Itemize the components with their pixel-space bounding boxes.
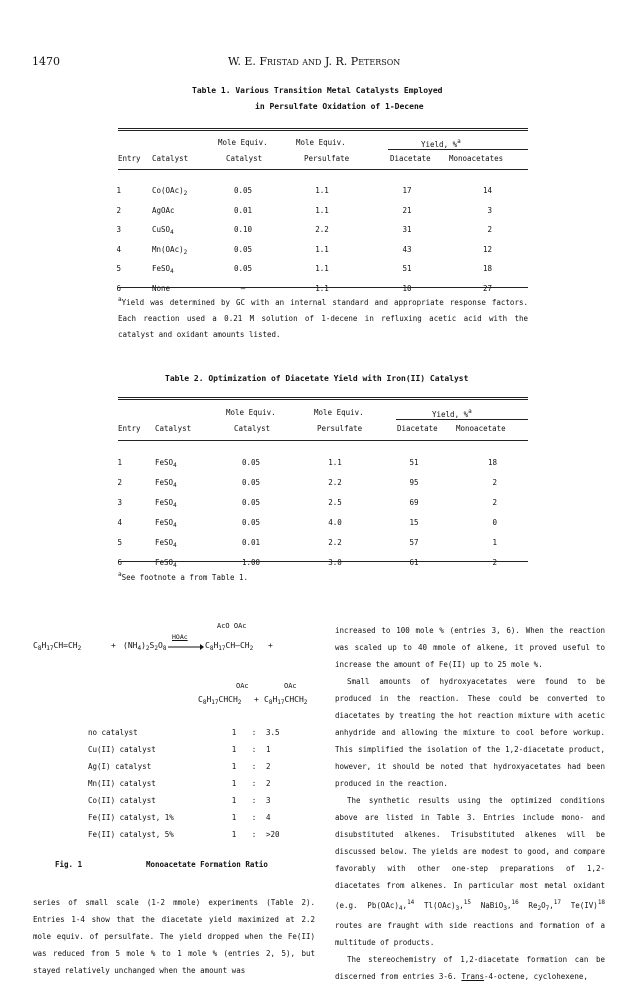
- table-2-top-rule-2: [118, 399, 528, 400]
- cell-di: 69: [409, 498, 419, 507]
- right-paragraph-2: Small amounts of hydroxyacetates were found to be produced in the reaction. These could be converted to diacetates by treating the hot reaction mixture with acetic anhydride and allowing the mixture to cool before workup. This simplified the isolation of the 1,2-diacetate product, however, it should be noted that hydroxyacetates had been produced in the reaction.: [335, 677, 605, 788]
- table-1-footnote: $^a$Yield was determined by GC with an internal standard and appropriate response factors. Each reaction used a 0.21 M solution of 1-decene in refluxing acetic acid with the catalyst and oxidant amounts listed.: [118, 296, 528, 339]
- t1-header-monoacetates: Monoacetates: [449, 154, 504, 163]
- cell-cat_eq: 0.01: [233, 205, 253, 215]
- cell-catalyst: FeSO$_4$: [155, 538, 177, 549]
- cell-mono: 18: [482, 264, 492, 273]
- cell-entry: 1: [117, 458, 122, 467]
- cell-mono: 14: [482, 186, 492, 195]
- cell-di: 10: [402, 283, 412, 293]
- ratio-sep: :: [251, 762, 257, 771]
- cell-entry: 1: [116, 186, 121, 195]
- ratio-b: 3: [266, 796, 271, 805]
- cell-di: 51: [402, 264, 412, 273]
- t1-yield-rule: [388, 149, 528, 150]
- ratio-name: Fe(II) catalyst, 1%: [88, 813, 174, 822]
- cell-cat_eq: 0.05: [233, 186, 253, 195]
- t2-header-mole-equiv-1: Mole Equiv.: [226, 408, 276, 417]
- table-2-title: Table 2. Optimization of Diacetate Yield with Iron(II) Catalyst: [165, 374, 469, 383]
- cell-entry: 6: [116, 283, 121, 293]
- ratio-a: 1: [231, 830, 237, 839]
- t2-header-mole-equiv-2: Mole Equiv.: [314, 408, 364, 417]
- product-1-substituent-labels: AcO OAc: [217, 622, 247, 630]
- ratio-a: 1: [231, 796, 237, 805]
- table-1-top-rule: [118, 128, 528, 129]
- cell-entry: 5: [116, 264, 121, 273]
- cell-mono: 27: [482, 283, 492, 293]
- cell-cat_eq: 0.05: [241, 518, 261, 527]
- cell-entry: 3: [117, 498, 122, 507]
- cell-cat_eq: 0.10: [233, 225, 253, 234]
- cell-catalyst: FeSO$_4$: [155, 498, 177, 509]
- t1-header-persulfate: Persulfate: [304, 154, 350, 163]
- t1-header-yield: Yield, %$^a$: [421, 138, 461, 149]
- cell-mono: 2: [492, 498, 497, 507]
- cell-pers: 2.5: [328, 498, 342, 507]
- ratio-sep: :: [251, 779, 257, 788]
- t1-header-catalyst: Catalyst: [152, 154, 189, 163]
- cell-catalyst: $Co(OAc)_2$: [152, 186, 188, 197]
- table-2-footnote: $^a$See footnote a from Table 1.: [118, 571, 249, 582]
- cell-di: 31: [402, 225, 412, 234]
- cell-cat_eq: 0.05: [241, 498, 261, 507]
- t2-header-monoacetate: Monoacetate: [456, 424, 506, 433]
- cell-mono: 12: [482, 244, 492, 254]
- table-1-title-line-2: in Persulfate Oxidation of 1-Decene: [255, 102, 424, 111]
- cell-catalyst: FeSO$_4$: [155, 518, 177, 529]
- cell-pers: 3.0: [328, 558, 342, 567]
- ratio-name: Ag(I) catalyst: [88, 762, 152, 771]
- cell-pers: 1.1: [315, 244, 329, 254]
- t2-header-diacetate: Diacetate: [397, 424, 438, 433]
- ratio-b: 4: [266, 813, 271, 822]
- cell-catalyst: $Mn(OAc)_2$: [152, 244, 188, 256]
- cell-catalyst: FeSO$_4$: [155, 478, 177, 489]
- ratio-name: Mn(II) catalyst: [88, 779, 156, 788]
- product-monoacetate-2: $C_8H_{17}CHCH_2$: [264, 695, 308, 706]
- ratio-sep: :: [251, 745, 257, 754]
- right-paragraph-3: The synthetic results using the optimized conditions above are listed in Table 3. Entries include mono- and disubstituted alkenes. Trisubstituted alkenes will be discussed below. The yields are modest to good, and compare favorably with other one-step preparations of 1,2-diacetates from alkenes. In particular most metal oxidant (e.g. $Pb(OAc)_4,^{14}$ $Tl(OAc)_3,^{15}$ NaBiO$_3$,$^{16}$ $Re_2O_7,^{17}$ Te(IV)$^{18}$ routes are fraught with side reactions and formation of a multitude of products.: [335, 796, 606, 947]
- t2-header-catalyst: Catalyst: [155, 424, 192, 433]
- table-2-top-rule: [118, 397, 528, 398]
- cell-pers: 2.2: [328, 478, 342, 487]
- cell-pers: 2.2: [328, 538, 342, 547]
- table-1-top-rule-2: [118, 130, 528, 131]
- left-column-text: series of small scale (1-2 mmole) experiments (Table 2). Entries 1-4 show that the diacetate yield maximized at 2.2 mole equiv. of persulfate. The yield dropped when the Fe(II) was reduced from 5 mole % to 1 mole % (entries 2, 5), but stayed relatively unchanged when the amount was: [33, 898, 315, 975]
- ratio-sep: :: [251, 728, 257, 737]
- plus-sign-3: +: [254, 695, 259, 704]
- product-3-oac-label: OAc: [284, 682, 297, 690]
- t2-header-persulfate: Persulfate: [317, 424, 363, 433]
- ratio-sep: :: [251, 796, 257, 805]
- ratio-sep: :: [251, 830, 257, 839]
- cell-cat_eq: 0.01: [241, 538, 261, 547]
- ratio-name: no catalyst: [88, 728, 138, 737]
- ratio-b: 2: [266, 762, 271, 771]
- cell-di: 21: [402, 205, 412, 215]
- cell-cat_eq: 0.05: [241, 478, 261, 487]
- table-1-header-rule: [118, 169, 528, 170]
- ratio-a: 1: [231, 813, 237, 822]
- t1-header-catalyst-sub: Catalyst: [226, 154, 263, 163]
- cell-mono: 2: [487, 225, 492, 234]
- cell-cat_eq: —: [240, 283, 246, 293]
- cell-entry: 2: [116, 205, 121, 215]
- ratio-a: 1: [231, 745, 237, 754]
- plus-sign-1: +: [111, 641, 116, 650]
- t2-yield-rule: [396, 419, 528, 420]
- cell-entry: 2: [117, 478, 122, 487]
- ratio-name: Co(II) catalyst: [88, 796, 156, 805]
- ratio-name: Fe(II) catalyst, 5%: [88, 830, 174, 839]
- cell-catalyst: FeSO$_4$: [155, 458, 177, 469]
- t1-header-diacetate: Diacetate: [390, 154, 431, 163]
- cell-di: 61: [409, 558, 419, 567]
- right-paragraph-1: increased to 100 mole % (entries 3, 6). When the reaction was scaled up to 40 mmole of alkene, it proved useful to increase the amount of Fe(II) up to 25 mole %.: [335, 626, 605, 669]
- cell-cat_eq: 0.05: [241, 458, 261, 467]
- ratio-a: 1: [231, 762, 237, 771]
- t2-header-catalyst-sub: Catalyst: [234, 424, 271, 433]
- ratio-b: >20: [266, 830, 280, 839]
- cell-pers: 2.2: [315, 225, 329, 234]
- cell-catalyst: AgOAc: [152, 205, 175, 215]
- plus-sign-2: +: [268, 641, 273, 650]
- t1-header-entry: Entry: [118, 154, 141, 163]
- right-column: [335, 622, 605, 985]
- t2-header-entry: Entry: [118, 424, 141, 433]
- cell-cat_eq: 0.05: [233, 244, 253, 254]
- arrow-label-hoac: HOAc: [172, 633, 188, 641]
- cell-entry: 3: [116, 225, 121, 234]
- right-paragraph-4: The stereochemistry of 1,2-diacetate formation can be discerned from entries 3-6. Trans-4-octene, cyclohexene,: [335, 955, 605, 981]
- cell-mono: 2: [492, 558, 497, 567]
- cell-pers: 1.1: [315, 186, 329, 195]
- cell-pers: 1.1: [315, 264, 329, 273]
- ratio-sep: :: [251, 813, 257, 822]
- product-diacetate: $C_8H_{17}CH-CH_2$: [205, 641, 254, 652]
- product-monoacetate-1: $C_8H_{17}CHCH_2$: [198, 695, 242, 706]
- cell-entry: 6: [117, 558, 122, 567]
- cell-di: 95: [409, 478, 419, 487]
- reactant-persulfate: $(NH_4)_2S_2O_8$: [123, 641, 167, 652]
- cell-entry: 4: [117, 518, 122, 527]
- table-2-bottom-rule: [118, 561, 528, 562]
- cell-pers: 1.1: [328, 458, 342, 467]
- cell-catalyst: None: [152, 283, 171, 293]
- table-1-title-line-1: Table 1. Various Transition Metal Catalysts Employed: [192, 86, 443, 95]
- table-1-bottom-rule: [118, 287, 528, 288]
- cell-mono: 3: [487, 205, 492, 215]
- cell-cat_eq: 0.05: [233, 264, 253, 273]
- cell-di: 15: [409, 518, 419, 527]
- cell-catalyst: FeSO$_4$: [152, 264, 174, 275]
- cell-catalyst: FeSO$_4$: [155, 558, 177, 569]
- cell-entry: 5: [117, 538, 122, 547]
- ratio-b: 2: [266, 779, 271, 788]
- reaction-arrow: [168, 643, 204, 651]
- cell-mono: 18: [487, 458, 497, 467]
- cell-di: 51: [409, 458, 419, 467]
- ratio-a: 1: [231, 728, 237, 737]
- cell-mono: 0: [492, 518, 497, 527]
- ratio-a: 1: [231, 779, 237, 788]
- cell-pers: 1.1: [315, 205, 329, 215]
- t1-header-mole-equiv-2: Mole Equiv.: [296, 138, 346, 147]
- ratio-b: 3.5: [266, 728, 280, 737]
- figure-1-label: Fig. 1: [55, 860, 83, 869]
- cell-mono: 1: [492, 538, 497, 547]
- cell-pers: 4.0: [328, 518, 342, 527]
- cell-pers: 1.1: [315, 283, 329, 293]
- t1-header-mole-equiv-1: Mole Equiv.: [218, 138, 268, 147]
- cell-catalyst: CuSO$_4$: [152, 225, 174, 236]
- page-number: 1470: [32, 55, 60, 68]
- ratio-b: 1: [266, 745, 271, 754]
- cell-di: 43: [402, 244, 412, 254]
- figure-1-caption: Monoacetate Formation Ratio: [146, 860, 268, 869]
- cell-cat_eq: 1.00: [241, 558, 261, 567]
- ratio-name: Cu(II) catalyst: [88, 745, 156, 754]
- reactant-alkene: $C_8H_{17}CH=CH_2$: [33, 641, 82, 652]
- cell-di: 17: [402, 186, 412, 195]
- t2-header-yield: Yield, %$^a$: [432, 408, 472, 419]
- cell-entry: 4: [116, 244, 121, 254]
- table-2-header-rule: [118, 440, 528, 441]
- cell-mono: 2: [492, 478, 497, 487]
- running-title: W. E. Fristad and J. R. Peterson: [228, 55, 401, 68]
- cell-di: 57: [409, 538, 419, 547]
- product-2-oac-label: OAc: [236, 682, 249, 690]
